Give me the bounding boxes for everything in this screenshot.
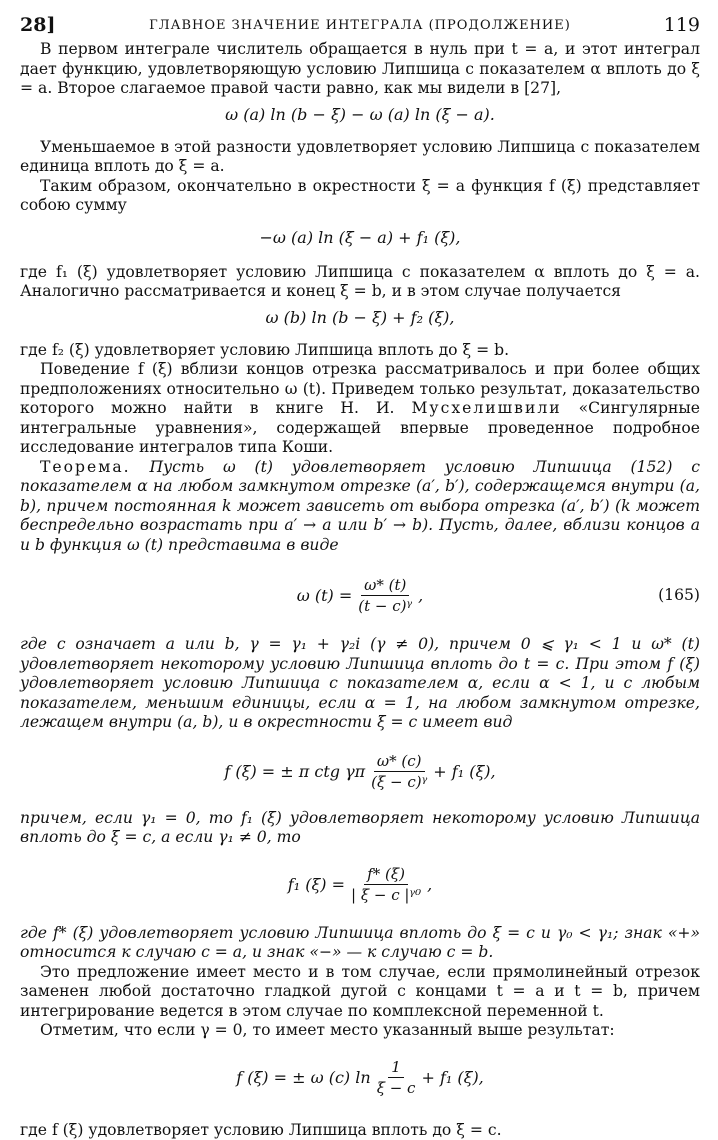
author-name: Мусхелишвили [411,399,561,417]
paragraph-2: Уменьшаемое в этой разности удовлетворяет условию Липшица с показателем единица вплоть до ξ = a. [20,138,700,177]
page [20,12,700,1140]
formula-4-lhs: f (ξ) = ± π ctg γπ [224,762,365,781]
formula-165-denominator: (t − c)ᵞ [355,596,415,615]
paragraph-6-text-a: Поведение f (ξ) вблизи концов отрезка рассматривалось и при более общих предположениях относительно ω (t). Приведем только результат, доказательство которого можно найти в книге Н. И. [20,360,700,417]
formula-1: ω (a) ln (b − ξ) − ω (a) ln (ξ − a). [20,105,700,124]
paragraph-1: В первом интеграле числитель обращается в нуль при t = a, и этот интеграл дает функцию, удовлетворяющую условию Липшица с показателем α вплоть до ξ = a. Второе слагаемое правой части равно, как мы видели в [27], [20,40,700,99]
formula-165-tail: , [418,586,423,605]
formula-5-tail: , [427,875,432,894]
formula-4-fraction [368,752,430,791]
page-number: 119 [664,14,700,36]
paragraph-7: где c означает a или b, γ = γ₁ + γ₂i (γ ≠ 0), причем 0 ⩽ γ₁ < 1 и ω* (t) удовлетворяет некоторому условию Липшица вплоть до t = c. При этом f (ξ) удовлетворяет условию Липшица с показателем α, если α < 1, и с любым показателем, меньшим единицы, если α = 1, на любом замкнутом отрезке, лежащем внутри (a, b), и в окрестности ξ = c имеет вид [20,635,700,733]
formula-6-numerator: 1 [388,1058,404,1078]
paragraph-5: где f₂ (ξ) удовлетворяет условию Липшица вплоть до ξ = b. [20,341,700,361]
theorem-text: Пусть ω (t) удовлетворяет условию Липшица (152) с показателем α на любом замкнутом отрезке (a′, b′), содержащемся внутри (a, b), причем постоянная k может зависеть от выбора отрезка (a′, b′) (k может беспредельно возрастать при a′ → a или b′ → b). Пусть, далее, вблизи концов a и b функция ω (t) представима в виде [20,458,700,554]
formula-6-denominator: ξ − c [374,1078,419,1097]
paragraph-11: Отметим, что если γ = 0, то имеет место указанный выше результат: [20,1021,700,1041]
equation-number: (165) [658,586,700,604]
formula-6-lhs: f (ξ) = ± ω (c) ln [236,1068,370,1087]
formula-4-tail: + f₁ (ξ), [433,762,495,781]
paragraph-10: Это предложение имеет место и в том случае, если прямолинейный отрезок заменен любой достаточно гладкой дугой с концами t = a и t = b, причем интегрирование ведется в этом случае по комплексной переменной t. [20,963,700,1022]
formula-5-numerator: f* (ξ) [364,865,408,885]
paragraph-3: Таким образом, окончательно в окрестности ξ = a функция f (ξ) представляет собою сумму [20,177,700,216]
paragraph-6-text-b: «Сингулярные интегральные уравнения», содержащей впервые проведенное подробное исследование интегралов типа Коши. [20,399,700,456]
formula-6-tail: + f₁ (ξ), [421,1068,483,1087]
formula-5-fraction [348,865,424,904]
paragraph-9: где f* (ξ) удовлетворяет условию Липшица вплоть до ξ = c и γ₀ < γ₁; знак «+» относится к случаю c = a, и знак «−» — к случаю c = b. [20,924,700,963]
formula-4-numerator: ω* (c) [374,752,425,772]
paragraph-8: причем, если γ₁ = 0, то f₁ (ξ) удовлетворяет некоторому условию Липшица вплоть до ξ = c, а если γ₁ ≠ 0, то [20,809,700,848]
formula-3: ω (b) ln (b − ξ) + f₂ (ξ), [20,308,700,327]
formula-5-lhs: f₁ (ξ) = [288,875,345,894]
formula-165 [20,565,700,625]
section-number: 28] [20,14,55,36]
theorem-label: Теорема. [40,458,131,476]
running-title: ГЛАВНОЕ ЗНАЧЕНИЕ ИНТЕГРАЛА (ПРОДОЛЖЕНИЕ) [20,18,700,33]
formula-6 [20,1049,700,1107]
formula-165-numerator: ω* (t) [361,576,409,596]
paragraph-4: где f₁ (ξ) удовлетворяет условию Липшица с показателем α вплоть до ξ = a. Аналогично рассматривается и конец ξ = b, и в этом случае получается [20,263,700,302]
formula-4-denominator: (ξ − c)ᵞ [368,772,430,791]
page-header [20,12,700,40]
formula-5-denominator: | ξ − c |ᵞ⁰ [348,885,424,904]
formula-2: −ω (a) ln (ξ − a) + f₁ (ξ), [20,228,700,247]
formula-6-fraction [374,1058,419,1097]
formula-165-fraction [355,576,415,615]
formula-165-lhs: ω (t) = [297,586,353,605]
formula-5 [20,856,700,914]
paragraph-6 [20,360,700,458]
paragraph-12: где f (ξ) удовлетворяет условию Липшица вплоть до ξ = c. [20,1121,700,1140]
formula-4 [20,743,700,801]
theorem [20,458,700,556]
